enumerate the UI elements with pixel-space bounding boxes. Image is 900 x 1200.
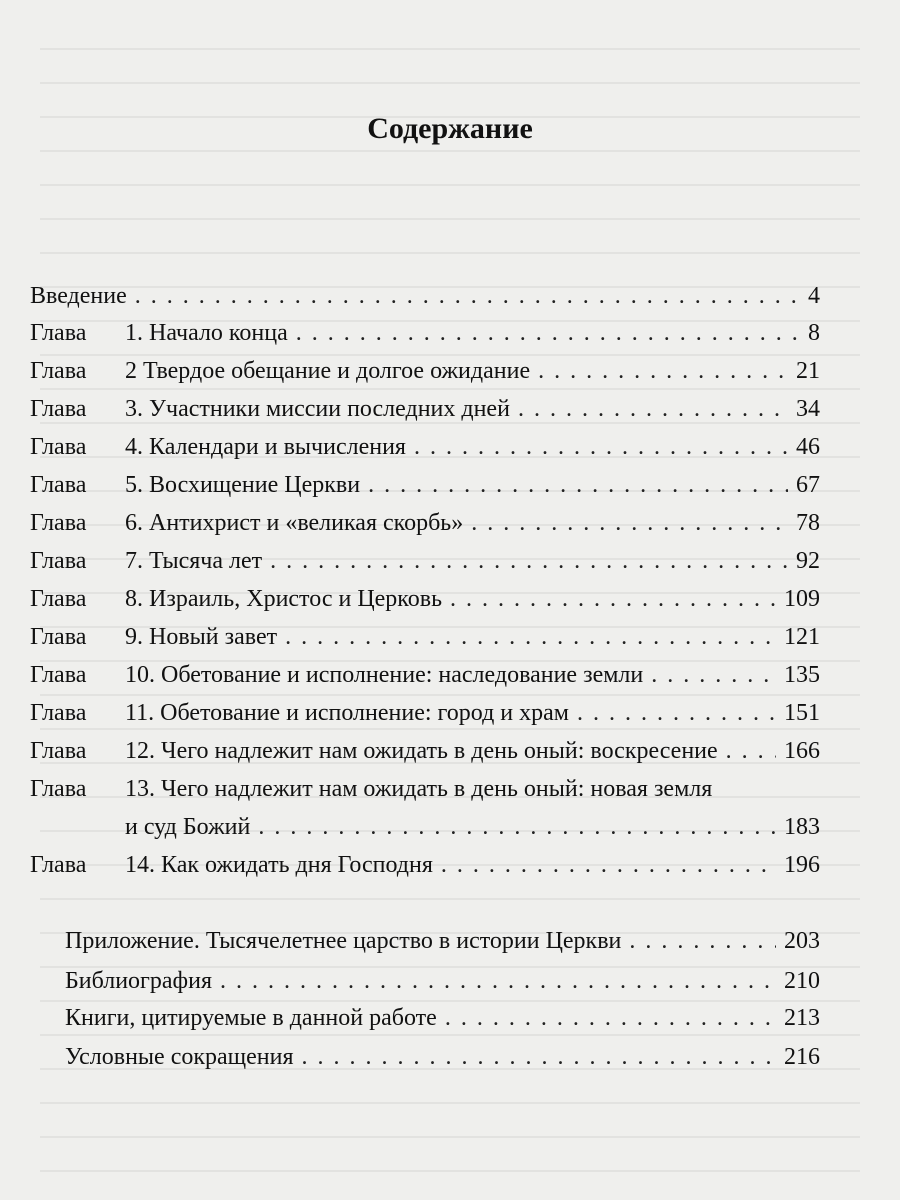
toc-entry-label: Глава [30, 662, 87, 688]
toc-entry-page: 21 [796, 358, 820, 384]
dot-leader [441, 850, 776, 880]
toc-entry [30, 508, 820, 538]
dot-leader [471, 508, 788, 538]
toc-entry-page: 183 [784, 814, 820, 840]
toc-entry-title: Библиография [65, 968, 212, 994]
dot-leader [296, 318, 800, 348]
dot-leader [285, 622, 776, 652]
toc-entry-label: Глава [30, 852, 87, 878]
toc-entry-title: 6. Антихрист и «великая скорбь» [125, 510, 464, 536]
toc-entry-title: Приложение. Тысячелетнее царство в истории Церкви [65, 928, 622, 954]
dot-leader [651, 660, 776, 690]
dot-leader [445, 1003, 776, 1033]
toc-entry-title: Книги, цитируемые в данной работе [65, 1005, 437, 1031]
toc-entry-label: Глава [30, 358, 87, 384]
dot-leader [220, 966, 776, 996]
toc-entry-page: 121 [784, 624, 820, 650]
toc-entry [30, 660, 820, 690]
toc-entry-title: 4. Календари и вычисления [125, 434, 406, 460]
toc-entry-label: Глава [30, 776, 87, 802]
toc-entry [30, 850, 820, 880]
toc-entry-title-continuation: и суд Божий [125, 814, 251, 840]
dot-leader [726, 736, 776, 766]
toc-entry-label: Глава [30, 700, 87, 726]
toc-entry [30, 584, 820, 614]
toc-entry-page: 4 [808, 283, 820, 309]
toc-entry-title: 14. Как ожидать дня Господня [125, 852, 433, 878]
toc-entry-page: 109 [784, 586, 820, 612]
toc-entry-title: 7. Тысяча лет [125, 548, 263, 574]
toc-entry-title: 12. Чего надлежит нам ожидать в день оный: воскресение [125, 738, 718, 764]
toc-appendix-entry [65, 966, 820, 996]
toc-entry-page: 213 [784, 1005, 820, 1031]
toc-entry-label: Глава [30, 472, 87, 498]
toc-entry-label: Глава [30, 548, 87, 574]
toc-entry [30, 736, 820, 766]
toc-appendix-entry [65, 1042, 820, 1072]
dot-leader [450, 584, 776, 614]
toc-entry-title: 5. Восхищение Церкви [125, 472, 361, 498]
toc-entry-page: 8 [808, 320, 820, 346]
page-title: Содержание [367, 112, 533, 145]
toc-entry-title: Введение [30, 283, 127, 309]
toc-entry-title: 13. Чего надлежит нам ожидать в день оный: новая земля [125, 776, 713, 802]
toc-entry-page: 92 [796, 548, 820, 574]
dot-leader [302, 1042, 776, 1072]
dot-leader [629, 926, 776, 956]
toc-entry-page: 46 [796, 434, 820, 460]
toc-entry-page: 67 [796, 472, 820, 498]
toc-entry-title: 9. Новый завет [125, 624, 278, 650]
toc-entry-label: Глава [30, 738, 87, 764]
toc-entry [30, 356, 820, 386]
toc-entry-page: 135 [784, 662, 820, 688]
toc-entry [30, 470, 820, 500]
toc-entry-title: 11. Обетование и исполнение: город и храм [125, 700, 569, 726]
toc-entry-page: 78 [796, 510, 820, 536]
toc-entry-title: 1. Начало конца [125, 320, 288, 346]
toc-entry-label: Глава [30, 586, 87, 612]
toc-entry [30, 622, 820, 652]
toc-entry-label: Глава [30, 510, 87, 536]
dot-leader [135, 281, 800, 311]
toc-entry-page: 210 [784, 968, 820, 994]
toc-entry-title: 3. Участники миссии последних дней [125, 396, 510, 422]
toc-entry [30, 432, 820, 462]
toc-entry-page: 203 [784, 928, 820, 954]
toc-appendix-entry [65, 926, 820, 956]
toc-appendix-entry [65, 1003, 820, 1033]
toc-entry-page: 196 [784, 852, 820, 878]
toc-entry [30, 281, 820, 311]
toc-entry [125, 812, 820, 842]
dot-leader [270, 546, 788, 576]
dot-leader [368, 470, 788, 500]
toc-entry-title: 8. Израиль, Христос и Церковь [125, 586, 443, 612]
toc-entry-title: 2 Твердое обещание и долгое ожидание [125, 358, 531, 384]
toc-entry-label: Глава [30, 434, 87, 460]
dot-leader [258, 812, 776, 842]
toc-entry-first-line [30, 774, 712, 804]
toc-entry [30, 546, 820, 576]
dot-leader [538, 356, 788, 386]
toc-entry-page: 166 [784, 738, 820, 764]
toc-entry-label: Глава [30, 396, 87, 422]
toc-entry-title: 10. Обетование и исполнение: наследование земли [125, 662, 644, 688]
toc-entry-page: 216 [784, 1044, 820, 1070]
toc-entry-label: Глава [30, 320, 87, 346]
toc-entry [30, 394, 820, 424]
toc-entry-title: Условные сокращения [65, 1044, 294, 1070]
dot-leader [518, 394, 788, 424]
toc-entry-page: 151 [784, 700, 820, 726]
dot-leader [577, 698, 776, 728]
toc-entry-label: Глава [30, 624, 87, 650]
toc-entry-page: 34 [796, 396, 820, 422]
toc-entry [30, 318, 820, 348]
toc-entry [30, 698, 820, 728]
dot-leader [414, 432, 788, 462]
